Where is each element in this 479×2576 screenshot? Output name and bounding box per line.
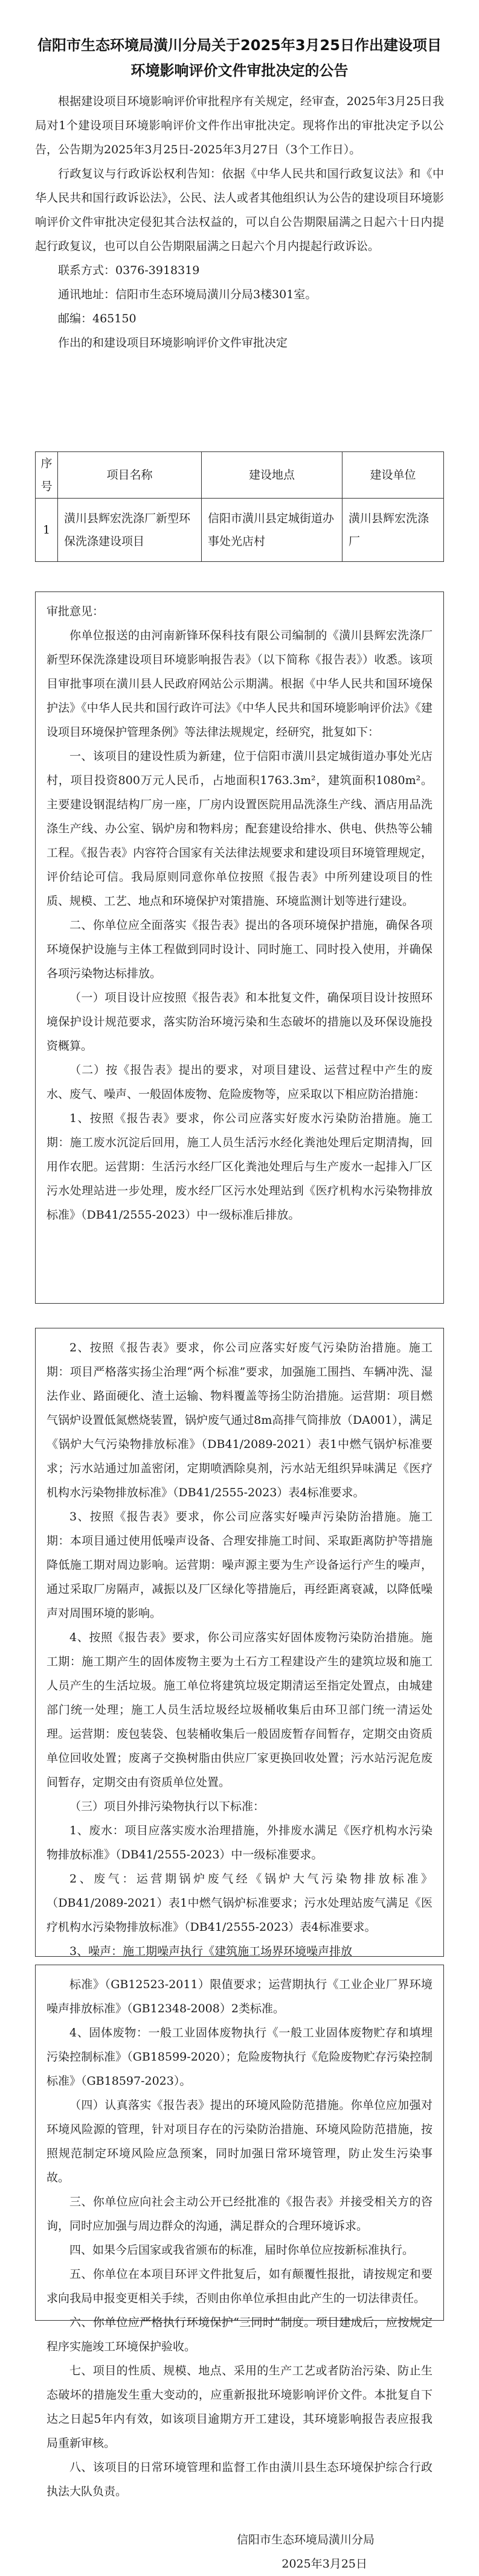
opinion-paragraph: 二、你单位应全面落实《报告表》提出的各项环境保护措施，确保各项环境保护设施与主体工程做到同时设计、同时施工、同时投入使用，并确保各项污染物达标排放。	[47, 919, 432, 980]
table-cell: 潢川县辉宏洗涤厂新型环保洗涤建设项目	[58, 499, 202, 562]
opinion-paragraph: 4、按照《报告表》要求，你公司应落实好固体废物污染防治措施。施工期：施工期产生的固体废物主要为土石方工程建设产生的建筑垃圾和施工人员产生的生活垃圾。施工单位将建筑垃圾定期清运至指定处置点，由城建部门统一处理；施工人员生活垃圾经垃圾桶收集后由环卫部门统一清运处理。运营期：废包装袋、包装桶收集后一般固废暂存间暂存，定期交由资质单位回收处置；废离子交换树脂由供应厂家更换回收处置；污水站污泥危废间暂存，定期交由有资质单位处置。	[47, 1631, 432, 1789]
issue-date: 2025年3月25日	[281, 2557, 367, 2571]
opinion-paragraph: 七、项目的性质、规模、地点、采用的生产工艺或者防治污染、防止生态破坏的措施发生重大变动的，应重新报批环境影响评价文件。本批复自下达之日起5年内有效，如该项目逾期方开工建设，其环境影响报告表应报我局重新审核。	[47, 2364, 432, 2450]
opinion-paragraph: 1、按照《报告表》要求，你公司应落实好废水污染防治措施。施工期：施工废水沉淀后回用，施工人员生活污水经化粪池处理后定期清掏，回用作农肥。运营期：生活污水经厂区化粪池处理后与生产废水一起排入厂区污水处理站进一步处理，废水经厂区污水处理站到《医疗机构水污染物排放标准》（DB41/2555-2023）中一级标准后排放。	[47, 1112, 432, 1222]
opinion-paragraph: 三、你单位应向社会主动公开已经批准的《报告表》并接受相关方的咨询，同时应加强与周边群众的沟通，满足群众的合理环境诉求。	[47, 2195, 432, 2233]
opinion-paragraph: （三）项目外排污染物执行以下标准：	[69, 1800, 265, 1813]
opinion-heading: 审批意见：	[47, 605, 104, 618]
opinion-paragraph: 一、该项目的建设性质为新建，位于信阳市潢川县定城街道办事处光店村，项目投资800万元人民币，占地面积1763.3m²，建筑面积1080m²。主要建设钢混结构厂房一座，厂房内设置医院用品洗涤生产线、酒店用品洗涤生产线、办公室、锅炉房和物料房；配套建设给排水、供电、供热等公辅工程。《报告表》内容符合国家有关法律法规要求和建设项目环境管理规定，评价结论可信。我局原则同意你单位按照《报告表》中所列建设项目的性质、规模、工艺、地点和环境保护对策措施、环境监测计划等进行建设。	[47, 750, 432, 908]
opinion-paragraph: （二）按《报告表》提出的要求，对项目建设、运营过程中产生的废水、废气、噪声、一般固体废物、危险废物等，应采取以下相应防治措施：	[47, 1063, 432, 1101]
page-title: 信阳市生态环境局潢川分局关于2025年3月25日作出建设项目环境影响评价文件审批决定的公告	[37, 37, 442, 79]
opinion-paragraph: 你单位报送的由河南新锋环保科技有限公司编制的《潢川县辉宏洗涤厂新型环保洗涤建设项目环境影响报告表》（以下简称《报告表》）收悉。该项目审批事项在潢川县人民政府网站公示期满。根据《中华人民共和国环境保护法》《中华人民共和国行政许可法》《中华人民共和国环境影响评价法》《建设项目环境保护管理条例》等法律法规规定，经研究，批复如下：	[47, 629, 432, 739]
opinion-paragraph: 2、废气：运营期锅炉废气经《锅炉大气污染物排放标准》（DB41/2089-2021）表1中燃气锅炉标准要求；污水处理站废气满足《医疗机构水污染物排放标准》（DB41/2555-2023）表4标准要求。	[47, 1872, 432, 1934]
opinion-paragraph: 八、该项目的日常环境管理和监督工作由潢川县生态环境保护综合行政执法大队负责。	[47, 2461, 432, 2498]
opinion-paragraph: 3、噪声：施工期噪声执行《建筑施工场界环境噪声排放	[69, 1945, 353, 1958]
table-header-cell: 序号	[36, 452, 58, 499]
opinion-paragraph: 3、按照《报告表》要求，你公司应落实好噪声污染防治措施。施工期：本项目通过使用低噪声设备、合理安排施工时间、采取距离防护等措施降低施工期对周边影响。运营期：噪声源主要为生产设备运行产生的噪声，通过采取厂房隔声，减振以及厂区绿化等措施后，再经距离衰减，以降低噪声对周围环境的影响。	[47, 1510, 432, 1620]
opinion-box-continued	[35, 1328, 444, 1957]
opinion-paragraph: 四、如果今后国家或我省颁布的标准，届时你单位应按新标准执行。	[69, 2243, 414, 2257]
contact-postcode: 邮编：465150	[58, 312, 137, 325]
opinion-paragraph: 标准》（GB12523-2011）限值要求；运营期执行《工业企业厂界环境噪声排放标准》（GB12348-2008）2类标准。	[47, 1978, 432, 2015]
opinion-paragraph: 1、废水：项目应落实废水治理措施，外排废水满足《医疗机构水污染物排放标准》（DB41/2555-2023）中一级标准要求。	[47, 1824, 432, 1861]
signature-spacer	[47, 2504, 432, 2528]
table-cell: 潢川县辉宏洗涤厂	[342, 499, 444, 562]
table-header-cell: 建设地点	[202, 452, 342, 499]
opinion-paragraph: （一）项目设计应按照《报告表》和本批复文件，确保项目设计按照环境保护设计规范要求，落实防治环境污染和生态破坏的措施以及环保设施投资概算。	[47, 991, 432, 1053]
opinion-paragraph: 2、按照《报告表》要求，你公司应落实好废气污染防治措施。施工期：项目严格落实扬尘治理“两个标准”要求，加强施工围挡、车辆冲洗、湿法作业、路面硬化、渣土运输、物料覆盖等扬尘防治措施。运营期：项目燃气锅炉设置低氮燃烧装置，锅炉废气通过8m高排气筒排放（DA001），满足《锅炉大气污染物排放标准》（DB41/2089-2021）表1中燃气锅炉标准要求；污水站通过加盖密闭，定期喷洒除臭剂，污水站无组织异味满足《医疗机构水污染物排放标准》（DB41/2555-2023）表4标准要求。	[47, 1341, 432, 1499]
table-cell: 信阳市潢川县定城街道办事处光店村	[202, 499, 342, 562]
opinion-box	[35, 591, 444, 1304]
issuer-signature: 信阳市生态环境局潢川分局	[236, 2533, 375, 2546]
opinion-paragraph: 六、你单位应严格执行环境保护“三同时”制度。项目建成后，应按规定程序实施竣工环境保护验收。	[47, 2316, 432, 2353]
approval-table	[35, 451, 444, 562]
opinion-paragraph: 4、固体废物：一般工业固体废物执行《一般工业固体废物贮存和填埋污染控制标准》（GB18599-2020）；危险废物执行《危险废物贮存污染控制标准》（GB18597-2023）。	[47, 2026, 432, 2088]
contact-address: 通讯地址：信阳市生态环境局潢川分局3楼301室。	[58, 288, 317, 301]
table-caption: 作出的和建设项目环境影响评价文件审批决定	[58, 336, 288, 349]
table-row	[36, 499, 444, 562]
opinion-paragraph: （四）认真落实《报告表》提出的环境风险防范措施。你单位应加强对环境风险源的管理，针对项目存在的污染防治措施、环境风险防范措施，按照规范制定环境风险应急预案，同时加强日常环境管理，防止发生污染事故。	[47, 2099, 432, 2184]
table-header-cell: 建设单位	[342, 452, 444, 499]
intro-paragraph: 行政复议与行政诉讼权利告知：依据《中华人民共和国行政复议法》和《中华人民共和国行政诉讼法》，公民、法人或者其他组织认为公告的建设项目环境影响评价文件审批决定侵犯其合法权益的，可以自公告期限届满之日起六十日内提起行政复议，也可以自公告期限届满之日起六个月内提起行政诉讼。	[35, 167, 444, 253]
intro-section	[35, 89, 444, 355]
table-header-row	[36, 452, 444, 499]
table-cell: 1	[36, 499, 58, 562]
opinion-box-final	[35, 1965, 444, 2571]
contact-phone: 联系方式：0376-3918319	[58, 264, 200, 277]
intro-paragraph: 根据建设项目环境影响评价审批程序有关规定，经审查，2025年3月25日我局对1个建设项目环境影响评价文件作出审批决定。现将作出的审批决定予以公告，公告期为2025年3月25日-2025年3月27日（3个工作日）。	[35, 95, 444, 156]
table-header-cell: 项目名称	[58, 452, 202, 499]
opinion-paragraph: 五、你单位在本项目环评文件批复后，如有颠覆性报批，请按规定和要求向我局申报变更相关手续，否则由你单位承担由此产生的一切法律责任。	[47, 2268, 432, 2305]
